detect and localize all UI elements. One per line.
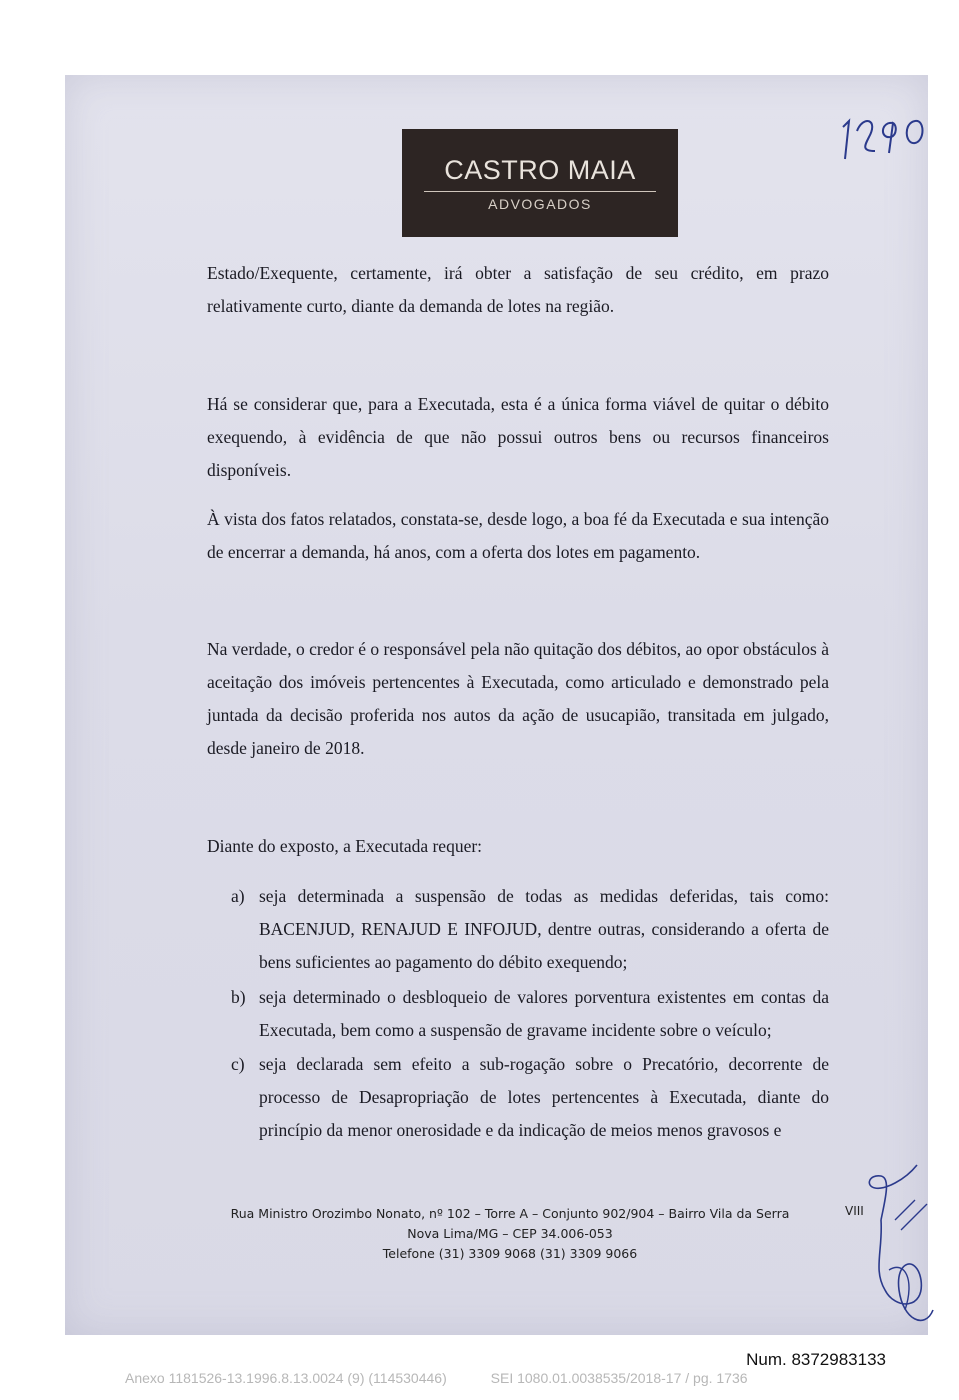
handwritten-signature [855,1160,935,1335]
firm-name: CASTRO MAIA [444,155,636,185]
handwritten-page-number [835,107,935,167]
list-marker: a) [231,886,245,906]
paragraph-5: Diante do exposto, a Executada requer: [207,836,483,856]
paragraph-4: Na verdade, o credor é o responsável pela não quitação dos débitos, ao opor obstáculos à aceitação dos imóveis pertencentes à Executada, como articulado e demonstrado pela juntada da decisão proferida nos autos da ação de usucapião, transitada em julgado, desde janeiro de 2018. [207,639,829,758]
section-mark: VIII [845,1204,864,1218]
list-marker: b) [231,987,246,1007]
paragraph-1: Estado/Exequente, certamente, irá obter a satisfação de seu crédito, em prazo relativamente curto, diante da demanda de lotes na região. [207,263,829,316]
logo-divider [424,191,656,192]
paragraph-2: Há se considerar que, para a Executada, esta é a única forma viável de quitar o débito exequendo, à evidência de que não possui outros bens ou recursos financeiros disponíveis. [207,394,829,480]
sei-reference: SEI 1080.01.0038535/2018-17 / pg. 1736 [490,1370,748,1386]
footer-phones: Telefone (31) 3309 9068 (31) 3309 9066 [382,1246,638,1261]
scanned-page [65,75,928,1335]
letterhead-logo [402,129,678,237]
footer-address-line1: Rua Ministro Orozimbo Nonato, nº 102 – Torre A – Conjunto 902/904 – Bairro Vila da Serra [230,1206,790,1221]
footer-address-line2: Nova Lima/MG – CEP 34.006-053 [407,1226,613,1241]
annex-reference: Anexo 1181526-13.1996.8.13.0024 (9) (114530446) [125,1370,447,1386]
list-item-text: seja declarada sem efeito a sub-rogação sobre o Precatório, decorrente de processo de Desapropriação de lotes pertencentes à Executada, diante do princípio da menor onerosidade e da indicação de meios menos gravosos e [259,1054,829,1140]
list-item-text: seja determinado o desbloqueio de valores porventura existentes em contas da Executada, bem como a suspensão de gravame incidente sobre o veículo; [259,987,829,1040]
letterhead-footer [165,1204,855,1264]
list-item-text: seja determinada a suspensão de todas as medidas deferidas, tais como: BACENJUD, RENAJUD E INFOJUD, dentre outras, considerando a oferta de bens suficientes ao pagamento do débito exequendo; [259,886,829,972]
paragraph-3: À vista dos fatos relatados, constata-se, desde logo, a boa fé da Executada e sua intenção de encerrar a demanda, há anos, com a oferta dos lotes em pagamento. [207,509,829,562]
firm-subtitle: ADVOGADOS [488,196,592,212]
annex-line [125,1370,845,1386]
document-number: Num. 8372983133 [746,1350,886,1369]
list-marker: c) [231,1054,245,1074]
